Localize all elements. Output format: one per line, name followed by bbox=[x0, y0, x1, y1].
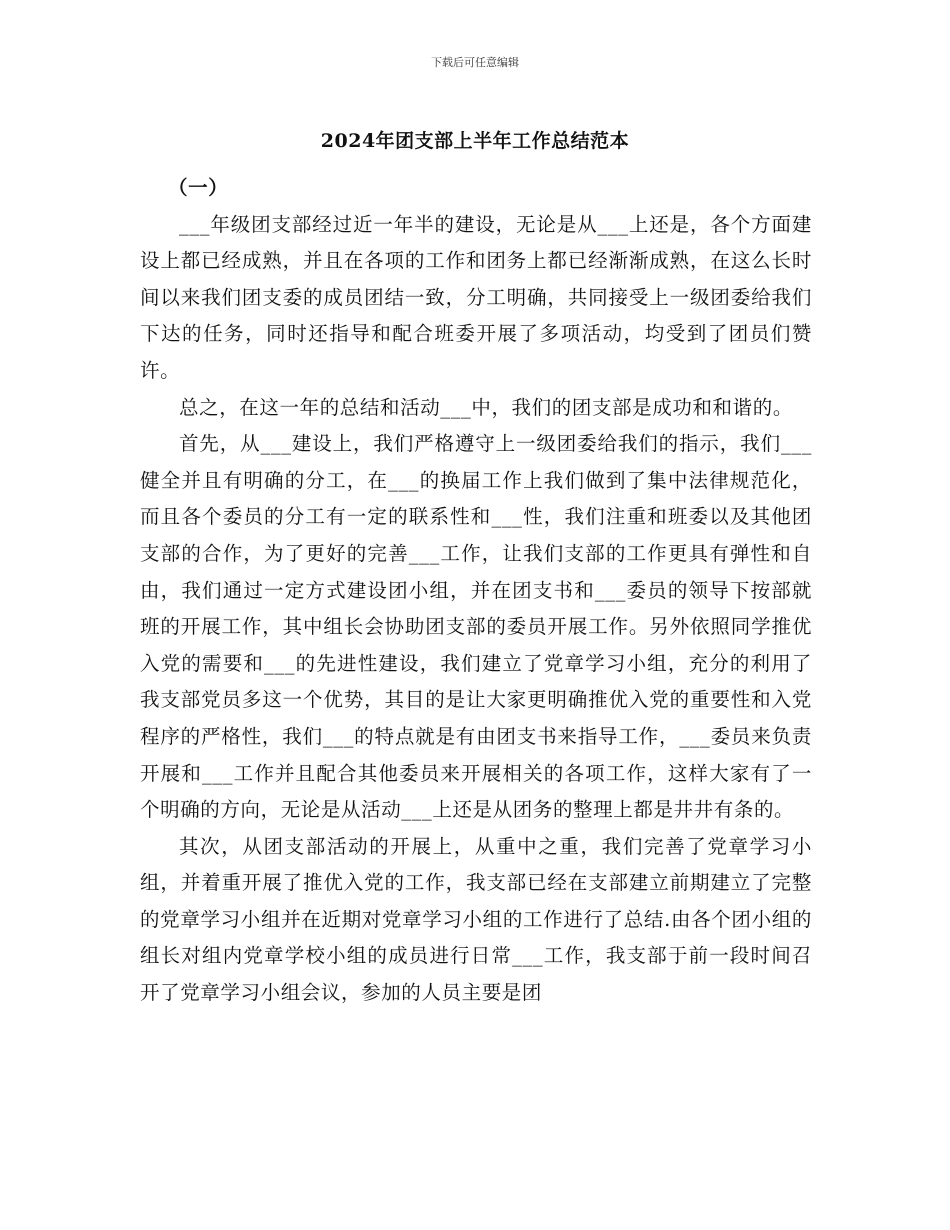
download-note: 下载后可任意编辑 bbox=[431, 56, 519, 69]
paragraph-4: 其次，从团支部活动的开展上，从重中之重，我们完善了党章学习小组，并着重开展了推优入党的工作，我支部已经在支部建立前期建立了完整的党章学习小组并在近期对党章学习小组的工作进行了总结.由各个团小组的组长对组内党章学校小组的成员进行日常___工作，我支部于前一段时间召开了党章学习小组会议，参加的人员主要是团 bbox=[140, 834, 812, 1005]
section-marker: （一） bbox=[168, 176, 229, 199]
document-body bbox=[140, 170, 812, 1012]
paragraph-3: 首先，从___建设上，我们严格遵守上一级团委给我们的指示，我们___健全并且有明确的分工，在___的换届工作上我们做到了集中法律规范化，而且各个委员的分工有一定的联系性和___性，我们注重和班委以及其他团支部的合作，为了更好的完善___工作，让我们支部的工作更具有弹性和自由，我们通过一定方式建设团小组，并在团支书和___委员的领导下按部就班的开展工作，其中组长会协助团支部的委员开展工作。另外依照同学推优入党的需要和___的先进性建设，我们建立了党章学习小组，充分的利用了我支部党员多这一个优势，其目的是让大家更明确推优入党的重要性和入党程序的严格性，我们___的特点就是有由团支书来指导工作，___委员来负责开展和___工作并且配合其他委员来开展相关的各项工作，这样大家有了一个明确的方向，无论是从活动___上还是从团务的整理上都是井井有条的。 bbox=[140, 432, 812, 822]
paragraph-1: ___年级团支部经过近一年半的建设，无论是从___上还是，各个方面建设上都已经成熟，并且在各项的工作和团务上都已经渐渐成熟，在这么长时间以来我们团支委的成员团结一致，分工明确，共同接受上一级团委给我们下达的任务，同时还指导和配合班委开展了多项活动，均受到了团员们赞许。 bbox=[140, 212, 812, 382]
document-title: 2024年团支部上半年工作总结范本 bbox=[320, 130, 630, 152]
paragraph-2: 总之，在这一年的总结和活动___中，我们的团支部是成功和和谐的。 bbox=[179, 395, 793, 419]
